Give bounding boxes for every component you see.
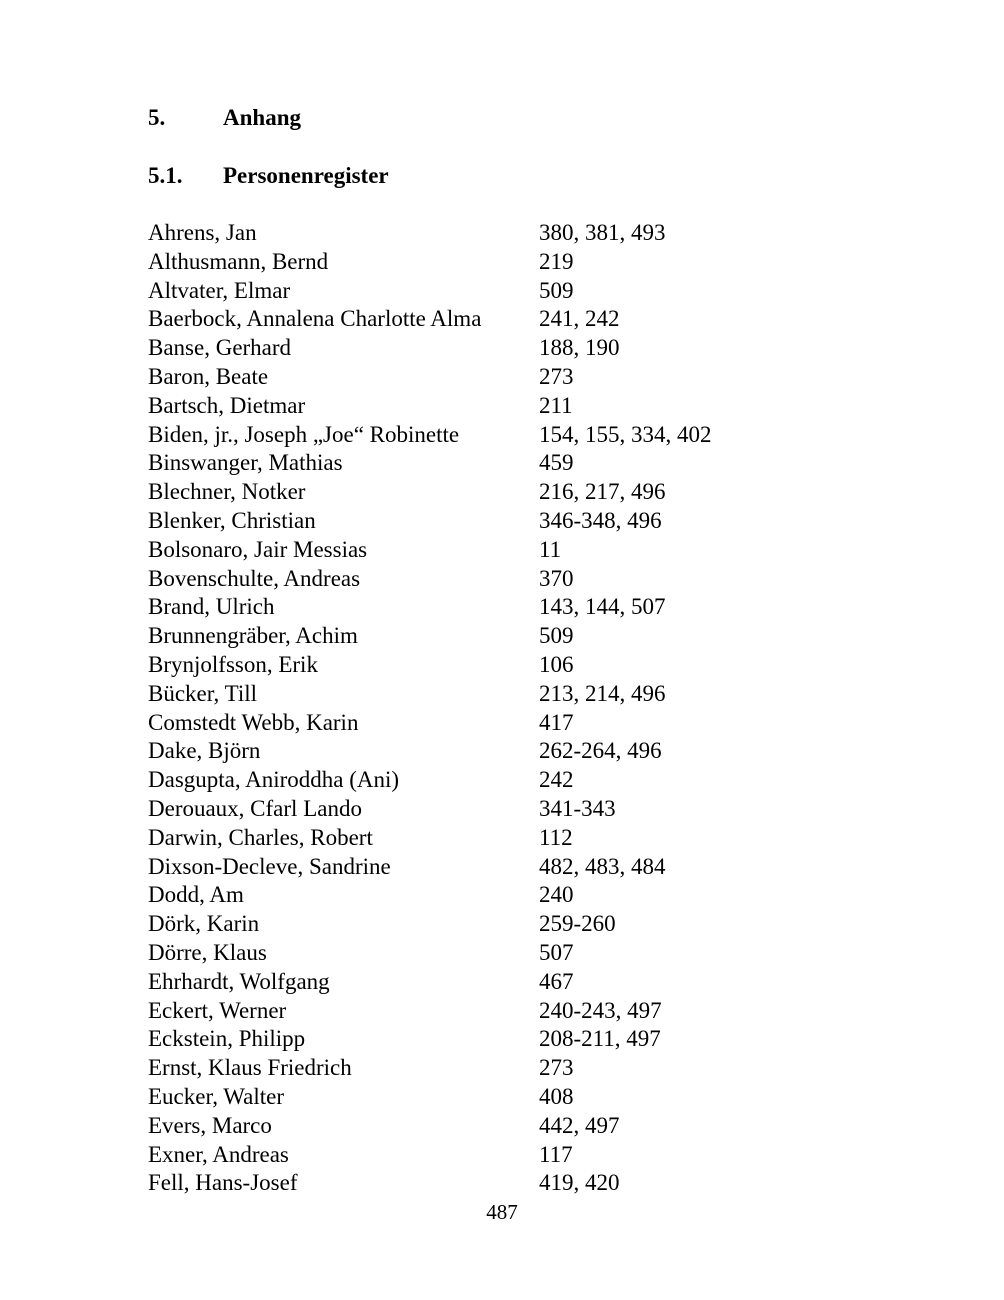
person-name: Ernst, Klaus Friedrich — [148, 1055, 352, 1081]
page-references: 219 — [539, 248, 574, 274]
register-entry — [148, 478, 848, 507]
register-entry — [148, 1054, 848, 1083]
page-references: 509 — [539, 277, 574, 303]
page-references: 241, 242 — [539, 306, 620, 332]
register-entry — [148, 248, 848, 277]
register-entry — [148, 968, 848, 997]
page-references: 154, 155, 334, 402 — [539, 421, 712, 447]
subsection-number: 5.1. — [148, 163, 183, 188]
person-name: Biden, jr., Joseph „Joe“ Robinette — [148, 421, 460, 447]
page-references: 380, 381, 493 — [539, 220, 666, 245]
person-name: Derouaux, Cfarl Lando — [148, 795, 362, 821]
page-references: 259-260 — [539, 911, 616, 937]
person-name: Bolsonaro, Jair Messias — [148, 536, 368, 562]
person-name: Blechner, Notker — [148, 479, 306, 505]
person-name: Ahrens, Jan — [148, 220, 257, 245]
page-references: 240-243, 497 — [539, 997, 662, 1023]
page-references: 273 — [539, 1055, 574, 1081]
person-name: Bartsch, Dietmar — [148, 392, 306, 418]
page-references: 143, 144, 507 — [539, 594, 666, 620]
person-name: Blenker, Christian — [148, 507, 316, 533]
page-references: 346-348, 496 — [539, 507, 662, 533]
person-name: Banse, Gerhard — [148, 335, 292, 361]
page-references: 117 — [539, 1141, 573, 1167]
person-name: Baerbock, Annalena Charlotte Alma — [148, 306, 482, 332]
page-references: 273 — [539, 363, 574, 389]
page-references: 242 — [539, 767, 574, 793]
page-references: 208-211, 497 — [539, 1026, 661, 1052]
page-references: 442, 497 — [539, 1112, 620, 1138]
person-name: Brynjolfsson, Erik — [148, 651, 318, 677]
person-name: Althusmann, Bernd — [148, 248, 329, 274]
register-entry — [148, 737, 848, 766]
register-entry — [148, 507, 848, 536]
page-references: 419, 420 — [539, 1170, 620, 1196]
register-entry — [148, 651, 848, 680]
register-entry — [148, 305, 848, 334]
page-references: 112 — [539, 824, 573, 850]
page-references: 341-343 — [539, 795, 616, 821]
person-name: Dake, Björn — [148, 738, 261, 764]
person-name: Dodd, Am — [148, 882, 244, 908]
page-references: 467 — [539, 968, 574, 994]
person-name: Dörre, Klaus — [148, 939, 267, 965]
page-references: 211 — [539, 392, 573, 418]
register-entry — [148, 622, 848, 651]
page-references: 417 — [539, 709, 574, 735]
person-name: Eucker, Walter — [148, 1083, 285, 1109]
person-name: Altvater, Elmar — [148, 277, 291, 303]
register-entry — [148, 881, 848, 910]
register-entry — [148, 421, 848, 450]
page-references: 188, 190 — [539, 335, 620, 361]
page-references: 370 — [539, 565, 574, 591]
page-references: 482, 483, 484 — [539, 853, 666, 879]
register-entry — [148, 680, 848, 709]
section-number: 5. — [148, 105, 166, 130]
person-name: Brunnengräber, Achim — [148, 623, 358, 649]
register-entry — [148, 449, 848, 478]
person-name: Bovenschulte, Andreas — [148, 565, 361, 591]
person-name: Comstedt Webb, Karin — [148, 709, 359, 735]
page-number: 487 — [486, 1200, 518, 1224]
person-name: Dixson-Decleve, Sandrine — [148, 853, 391, 879]
section-heading-anhang — [148, 104, 301, 132]
person-name: Binswanger, Mathias — [148, 450, 343, 476]
person-name: Evers, Marco — [148, 1112, 272, 1138]
page-references: 459 — [539, 450, 574, 476]
person-register-list — [148, 219, 848, 1198]
page-references: 213, 214, 496 — [539, 680, 666, 706]
page-references: 262-264, 496 — [539, 738, 662, 764]
register-entry — [148, 709, 848, 738]
register-entry — [148, 766, 848, 795]
section-title: Anhang — [223, 105, 301, 130]
person-name: Eckert, Werner — [148, 997, 287, 1023]
page-references: 11 — [539, 536, 562, 562]
register-entry — [148, 593, 848, 622]
page-references: 240 — [539, 882, 574, 908]
register-entry — [148, 392, 848, 421]
person-name: Darwin, Charles, Robert — [148, 824, 373, 850]
register-entry — [148, 1169, 848, 1198]
register-entry — [148, 939, 848, 968]
register-entry — [148, 1025, 848, 1054]
register-entry — [148, 1141, 848, 1170]
page-references: 507 — [539, 939, 574, 965]
register-entry — [148, 910, 848, 939]
register-entry — [148, 334, 848, 363]
person-name: Eckstein, Philipp — [148, 1026, 306, 1052]
person-name: Baron, Beate — [148, 363, 269, 389]
register-entry — [148, 853, 848, 882]
page-references: 509 — [539, 623, 574, 649]
person-name: Dasgupta, Aniroddha (Ani) — [148, 767, 400, 793]
person-name: Exner, Andreas — [148, 1141, 289, 1167]
register-entry — [148, 219, 848, 248]
register-entry — [148, 536, 848, 565]
register-entry — [148, 824, 848, 853]
page-references: 106 — [539, 651, 574, 677]
page-references: 408 — [539, 1083, 574, 1109]
subsection-heading-personenregister — [148, 162, 389, 190]
register-entry — [148, 363, 848, 392]
person-name: Brand, Ulrich — [148, 594, 275, 620]
person-name: Bücker, Till — [148, 680, 257, 706]
person-name: Fell, Hans-Josef — [148, 1170, 298, 1196]
register-entry — [148, 795, 848, 824]
register-entry — [148, 277, 848, 306]
register-entry — [148, 1112, 848, 1141]
register-entry — [148, 997, 848, 1026]
person-name: Dörk, Karin — [148, 911, 260, 937]
register-entry — [148, 1083, 848, 1112]
person-name: Ehrhardt, Wolfgang — [148, 968, 330, 994]
register-entry — [148, 565, 848, 594]
page-references: 216, 217, 496 — [539, 479, 666, 505]
subsection-title: Personenregister — [223, 163, 389, 188]
